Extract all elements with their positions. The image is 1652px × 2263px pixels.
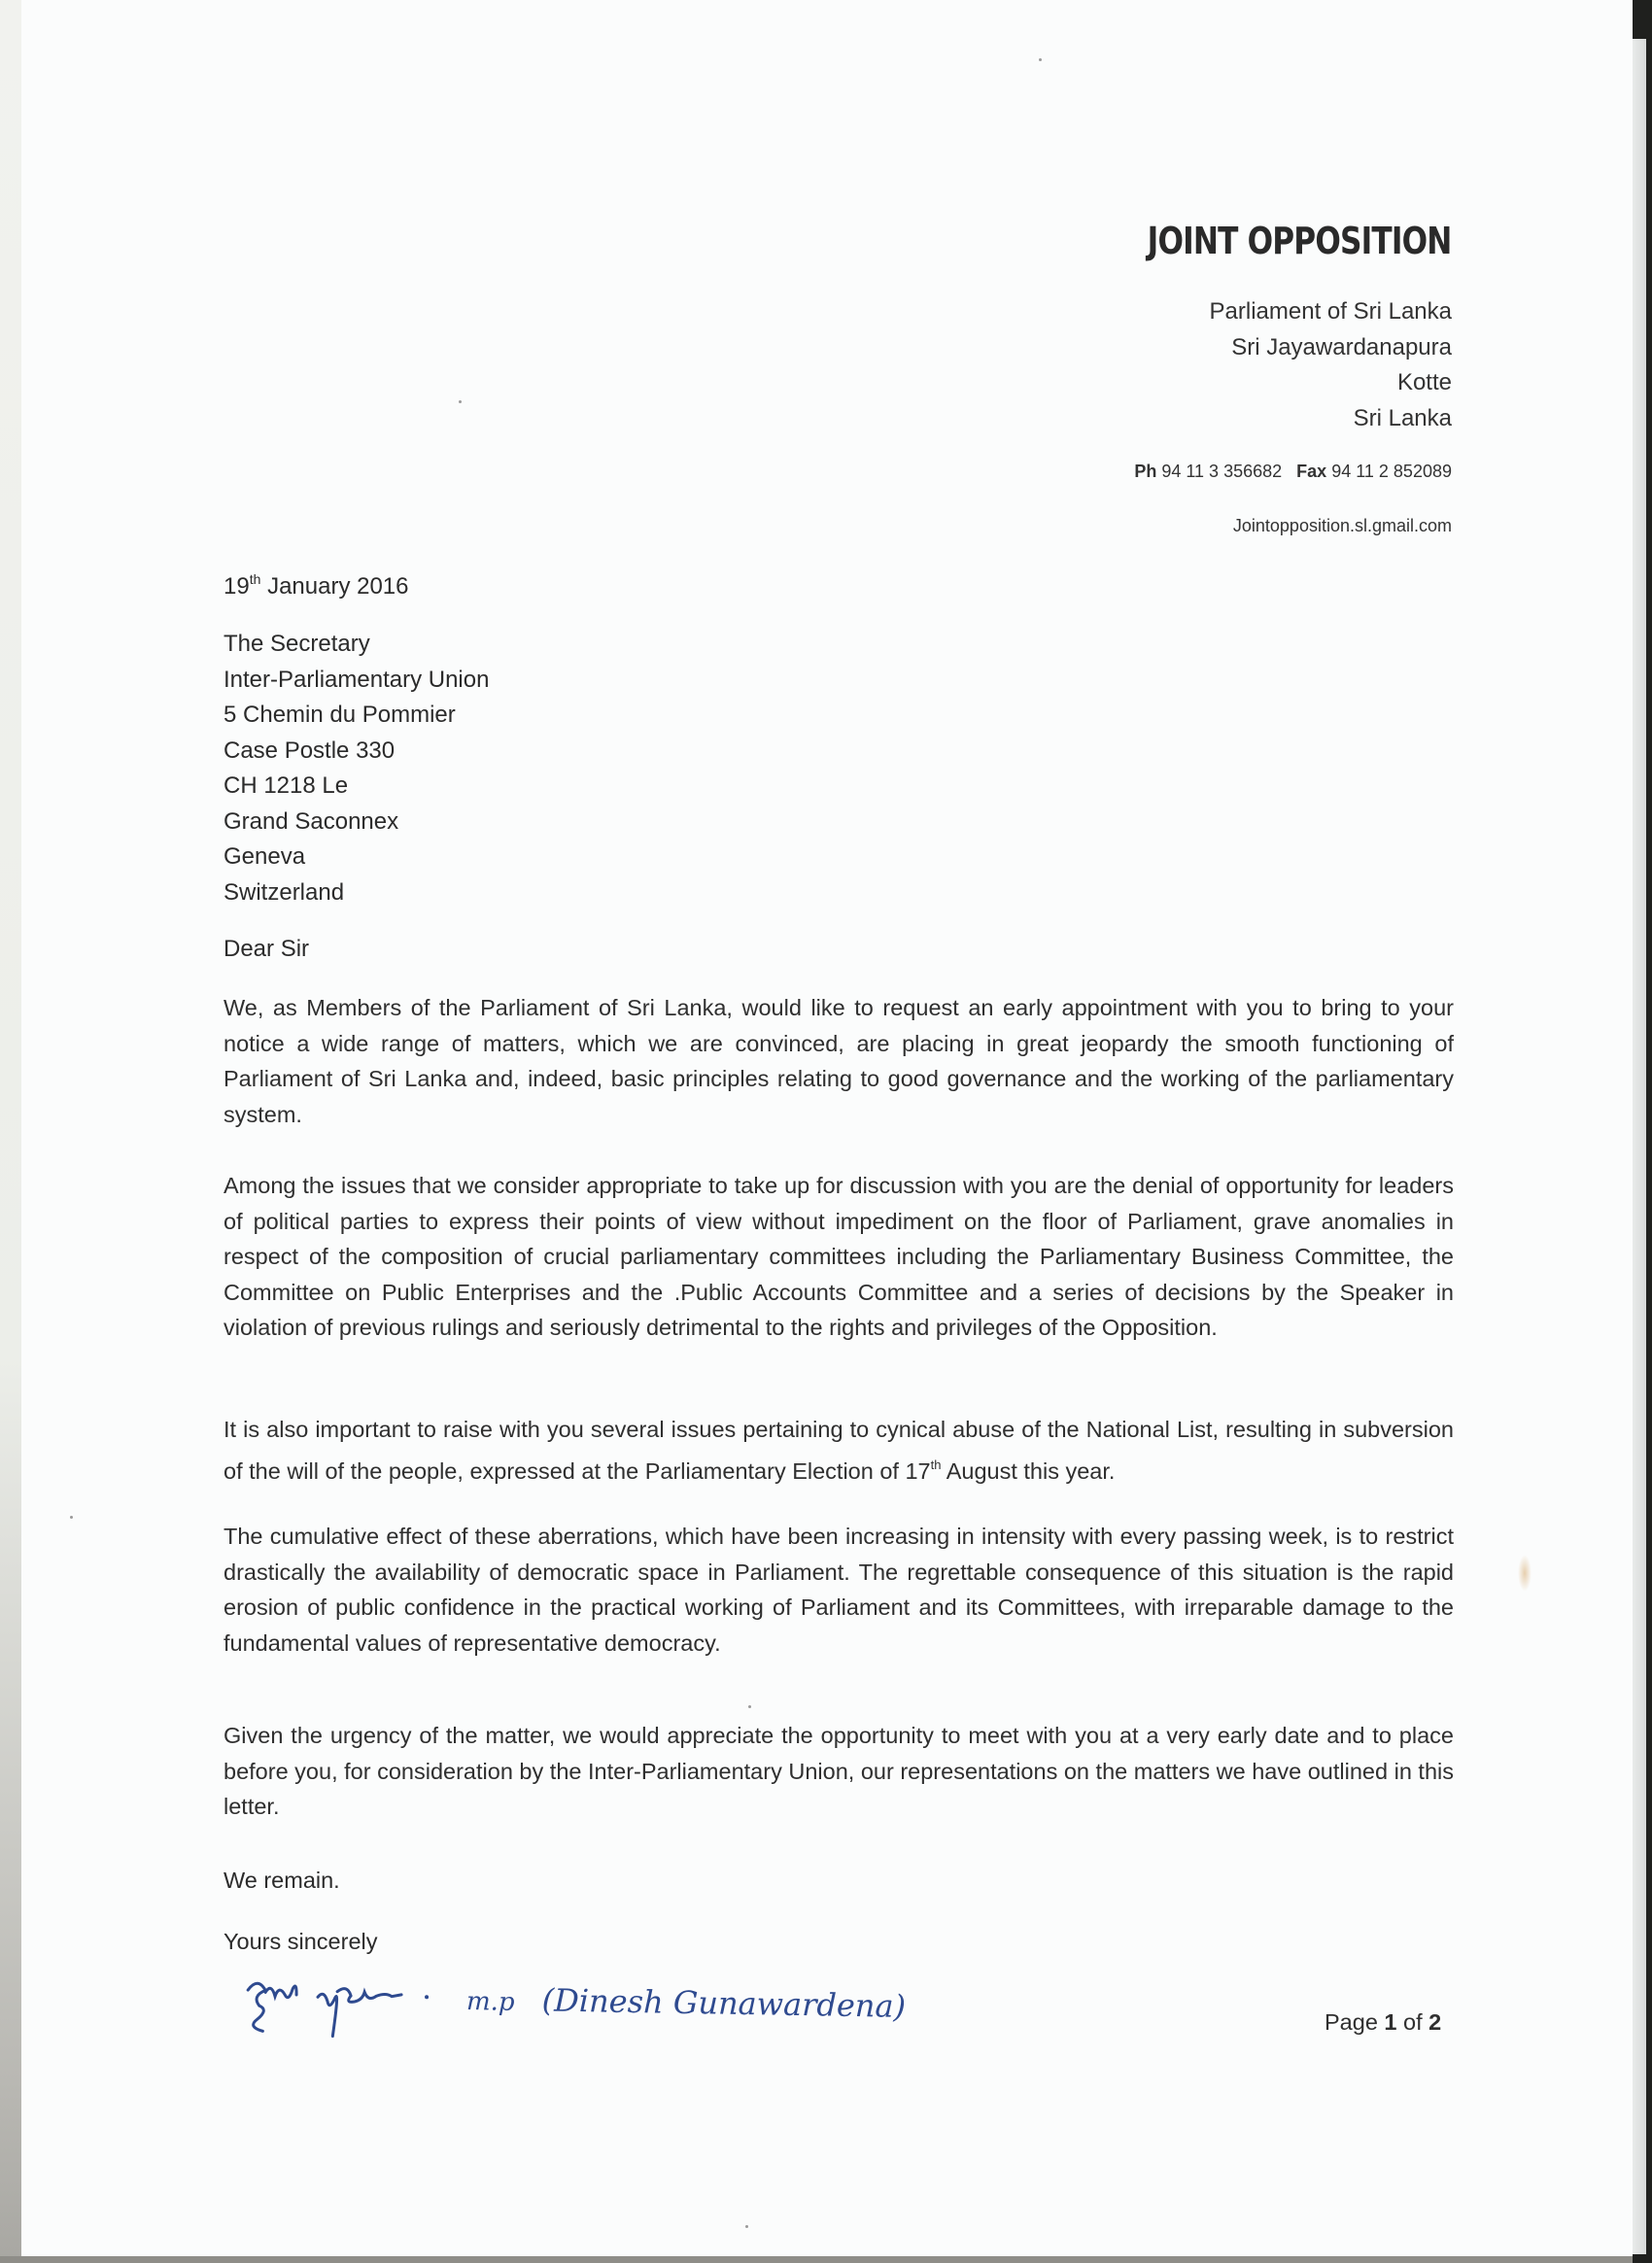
recipient-address <box>224 627 489 910</box>
letterhead-address <box>1210 294 1452 436</box>
scan-speck <box>748 1705 751 1708</box>
paragraph-text: August this year. <box>941 1457 1116 1484</box>
letterhead-contact <box>1134 462 1452 482</box>
date-day: 19 <box>224 573 250 600</box>
recipient-line: Geneva <box>224 843 306 870</box>
body-paragraph-3 <box>224 1412 1454 1489</box>
paper-stain <box>1518 1555 1532 1592</box>
signature-script-icon <box>239 1971 444 2042</box>
recipient-line: The Secretary <box>224 631 370 657</box>
recipient-line: Inter-Parliamentary Union <box>224 666 490 693</box>
salutation: Dear Sir <box>224 936 310 962</box>
fax-number: 94 11 2 852089 <box>1331 462 1452 481</box>
address-line: Kotte <box>1396 369 1452 395</box>
scan-speck <box>1039 58 1042 61</box>
letterhead-title: JOINT OPPOSITION <box>1148 220 1452 262</box>
page-total: 2 <box>1428 2009 1442 2035</box>
address-line: Sri Jayawardanapura <box>1231 333 1452 360</box>
letterhead-email: Jointopposition.sl.gmail.com <box>1232 516 1452 535</box>
body-paragraph-1: We, as Members of the Parliament of Sri Lanka, would like to request an early appointment with you to bring to your notice a wide range of matters, which we are convinced, are placing in great jeopardy the smooth functioning of Parliament of Sri Lanka and, indeed, basic principles relating to good governance and the working of the parliamentary system. <box>224 995 1454 1127</box>
date-suffix: th <box>249 571 261 587</box>
phone-number: 94 11 3 356682 <box>1161 462 1283 481</box>
page-number <box>1325 2009 1441 2036</box>
recipient-line: Grand Saconnex <box>224 807 399 835</box>
scan-speck <box>70 1516 73 1519</box>
scan-bottom-edge <box>0 2256 1633 2263</box>
fax-label: Fax <box>1296 462 1327 481</box>
signature-name: (Dinesh Gunawardena) <box>541 1981 907 2025</box>
signature-mp: m.p <box>465 1987 515 2017</box>
recipient-line: Switzerland <box>224 878 345 906</box>
scan-left-edge <box>0 0 21 2263</box>
page-current: 1 <box>1384 2009 1397 2035</box>
scan-right-edge <box>1633 0 1652 2263</box>
page-of: of <box>1403 2009 1423 2035</box>
phone-label: Ph <box>1134 462 1157 481</box>
scan-speck <box>745 2225 748 2228</box>
recipient-line: CH 1218 Le <box>224 772 349 799</box>
ordinal-suffix: th <box>930 1457 942 1472</box>
body-paragraph-5: Given the urgency of the matter, we would appreciate the opportunity to meet with you at a very early date and to place before you, for consideration by the Inter-Parliamentary Union, our representations on the matters we have outlined in this letter. <box>224 1723 1454 1819</box>
body-paragraph-4: The cumulative effect of these aberrations, which have been increasing in intensity with every passing week, is to restrict drastically the availability of democratic space in Parliament. The regrettable consequence of this situation is the rapid erosion of public confidence in the practical working of Parliament and its Committees, with irreparable damage to the fundamental values of representative democracy. <box>224 1524 1454 1656</box>
closing-sincerely: Yours sincerely <box>224 1929 378 1954</box>
letter-date <box>224 571 409 600</box>
recipient-line: Case Postle 330 <box>224 737 396 764</box>
address-line: Sri Lanka <box>1353 404 1452 431</box>
paragraph-text: It is also important to raise with you several issues pertaining to cynical abuse of the National List, resulting in subversion of the will of the people, expressed at the Parliamentary Election of 17 <box>224 1417 1454 1484</box>
page-label: Page <box>1325 2009 1378 2035</box>
closing-remain: We remain. <box>224 1868 340 1893</box>
recipient-line: 5 Chemin du Pommier <box>224 702 456 728</box>
body-paragraph-2: Among the issues that we consider appropriate to take up for discussion with you are the denial of opportunity for leaders of political parties to express their points of view without impediment on the floor of Parliament, grave anomalies in respect of the composition of crucial parliamentary committees including the Parliamentary Business Committee, the Committee on Public Enterprises and the .Public Accounts Committee and a series of decisions by the Speaker in violation of previous rulings and seriously detrimental to the rights and privileges of the Opposition. <box>224 1173 1454 1340</box>
scan-speck <box>459 400 462 403</box>
date-rest: January 2016 <box>267 573 409 600</box>
address-line: Parliament of Sri Lanka <box>1209 298 1452 325</box>
